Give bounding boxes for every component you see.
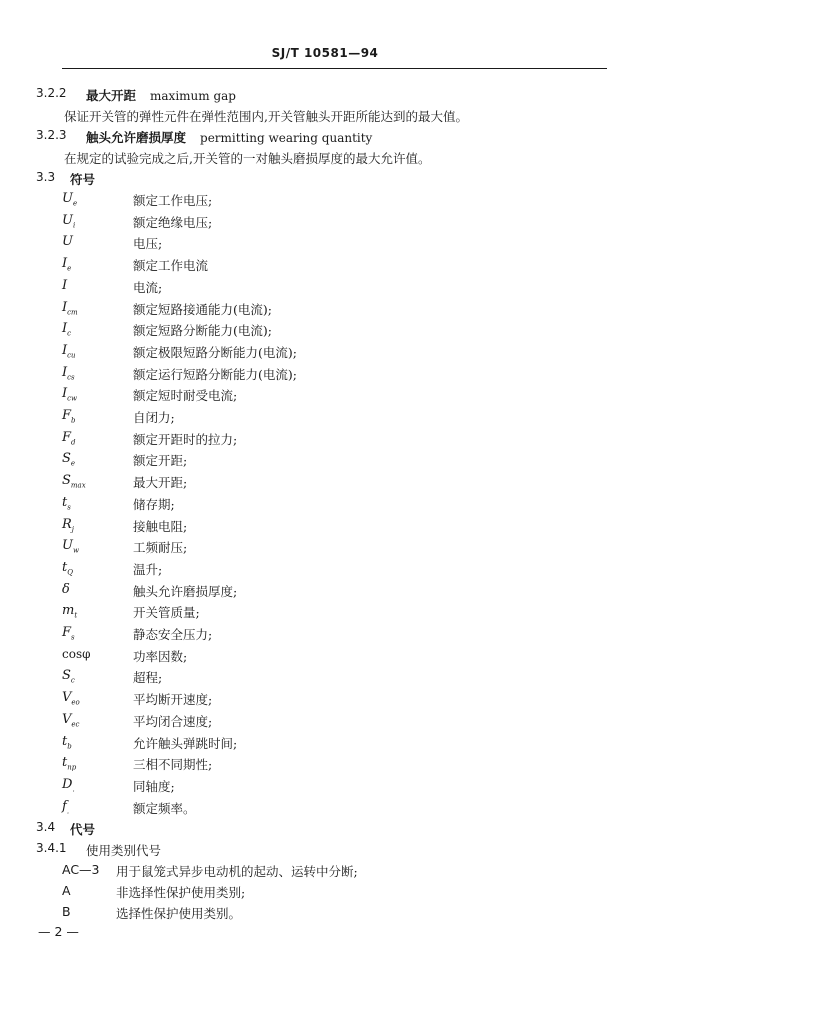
- symbol-description: 最大开距;: [133, 475, 188, 490]
- symbol: [62, 603, 77, 620]
- symbol-subscript: i: [72, 221, 76, 230]
- symbol-subscript: c: [67, 329, 72, 338]
- symbol-subscript: .: [66, 807, 70, 816]
- symbol-subscript: w: [72, 546, 79, 555]
- symbol: [62, 517, 74, 534]
- symbol-subscript: e: [72, 199, 78, 208]
- symbol-subscript: b: [67, 742, 72, 751]
- symbol-main: I: [62, 300, 68, 315]
- symbol: [62, 430, 76, 447]
- symbol: [62, 668, 75, 685]
- symbol: [62, 278, 67, 295]
- symbol-description: 额定开距时的拉力;: [133, 432, 238, 447]
- symbol-description: 触头允许磨损厚度;: [133, 584, 238, 599]
- symbol-subscript: cu: [67, 351, 76, 360]
- symbol-main: V: [62, 690, 72, 705]
- symbol: [62, 582, 70, 599]
- symbol-description: 同轴度;: [133, 779, 175, 794]
- symbol-description: 自闭力;: [133, 410, 175, 425]
- symbol-subscript: e: [67, 264, 72, 273]
- section-title-3-4-1: 使用类别代号: [86, 843, 162, 858]
- symbol-main: t: [62, 734, 68, 749]
- symbol: [62, 690, 80, 707]
- section-number-3-2-3: 3.2.3: [36, 128, 67, 142]
- code-key: AC—3: [62, 862, 100, 877]
- symbol-description: 静态安全压力;: [133, 627, 213, 642]
- section-number-3-2-2: 3.2.2: [36, 86, 67, 100]
- symbol-subscript: c: [70, 676, 75, 685]
- symbol-description: 电流;: [133, 280, 163, 295]
- symbol-main: U: [62, 191, 73, 206]
- symbol-main: δ: [62, 582, 70, 597]
- symbol: [62, 712, 79, 729]
- symbol-subscript: cm: [67, 308, 78, 317]
- symbol: [62, 799, 69, 816]
- symbol-subscript: s: [71, 633, 75, 642]
- symbol-main: f: [62, 799, 67, 814]
- standard-code: SJ/T 10581—94: [271, 46, 379, 60]
- symbol-description: 额定绝缘电压;: [133, 215, 213, 230]
- symbol-main: cosφ: [62, 647, 91, 661]
- symbol: [62, 647, 91, 664]
- symbol-subscript: max: [70, 481, 86, 490]
- section-title-zh: 最大开距: [86, 88, 137, 103]
- symbol: [62, 213, 75, 230]
- symbol-main: F: [62, 408, 72, 423]
- symbol-main: U: [62, 234, 73, 249]
- symbol-main: I: [62, 343, 68, 358]
- symbol-main: U: [62, 538, 73, 553]
- symbol-subscript: cs: [67, 373, 75, 382]
- symbol-description: 额定短时耐受电流;: [133, 388, 238, 403]
- symbol-main: F: [62, 430, 72, 445]
- symbol-description: 额定极限短路分断能力(电流);: [133, 345, 297, 360]
- symbol-description: 电压;: [133, 236, 163, 251]
- symbol-main: U: [62, 213, 73, 228]
- symbol-description: 超程;: [133, 670, 163, 685]
- symbol-subscript: j: [71, 525, 74, 534]
- symbol-subscript: b: [71, 416, 76, 425]
- section-title-en: permitting wearing quantity: [200, 131, 373, 145]
- symbol-main: t: [62, 560, 68, 575]
- section-number-3-4-1: 3.4.1: [36, 841, 67, 855]
- symbol-main: t: [62, 495, 68, 510]
- section-title-3-4: 代号: [70, 822, 96, 837]
- symbol-description: 平均闭合速度;: [133, 714, 213, 729]
- symbol: [62, 473, 86, 490]
- symbol-main: I: [62, 278, 68, 293]
- symbol-subscript: np: [67, 763, 77, 772]
- section-number-3-3: 3.3: [36, 170, 56, 184]
- code-key: B: [62, 904, 71, 919]
- symbol: [62, 451, 75, 468]
- symbol-description: 开关管质量;: [133, 605, 200, 620]
- symbol-description: 额定短路分断能力(电流);: [133, 323, 272, 338]
- section-text-3-2-3: 在规定的试验完成之后,开关管的一对触头磨损厚度的最大允许值。: [64, 151, 431, 166]
- symbol: [62, 300, 78, 317]
- section-number-3-4: 3.4: [36, 820, 56, 834]
- page-number: — 2 —: [38, 924, 79, 939]
- symbol-subscript: .: [72, 785, 75, 794]
- symbol: [62, 625, 75, 642]
- symbol-subscript: eo: [71, 698, 80, 707]
- symbol-main: t: [62, 755, 68, 770]
- symbol-description: 额定工作电压;: [133, 193, 213, 208]
- symbol: [62, 365, 75, 382]
- symbol-main: I: [62, 321, 68, 336]
- symbol: [62, 343, 76, 360]
- code-desc: 选择性保护使用类别。: [116, 906, 242, 921]
- symbol: [62, 560, 73, 577]
- code-desc: 用于鼠笼式异步电动机的起动、运转中分断;: [116, 864, 358, 879]
- header-rule: [62, 68, 607, 69]
- symbol: [62, 495, 71, 512]
- symbol-description: 额定短路接通能力(电流);: [133, 302, 272, 317]
- symbol-main: m: [62, 603, 75, 618]
- symbol-subscript: t: [74, 611, 78, 620]
- symbol-main: S: [62, 668, 71, 683]
- symbol: [62, 234, 73, 251]
- symbol-description: 允许触头弹跳时间;: [133, 736, 238, 751]
- symbol-description: 功率因数;: [133, 649, 188, 664]
- symbol-main: S: [62, 473, 71, 488]
- symbol-subscript: cw: [67, 394, 78, 403]
- section-title-zh: 触头允许磨损厚度: [86, 130, 187, 145]
- code-key: A: [62, 883, 71, 898]
- section-title-3-2-3: [86, 128, 372, 146]
- symbol: [62, 386, 77, 403]
- symbol: [62, 538, 79, 555]
- symbol-main: D: [62, 777, 73, 792]
- symbol-main: V: [62, 712, 72, 727]
- symbol-description: 工频耐压;: [133, 540, 188, 555]
- symbol-subscript: s: [67, 503, 71, 512]
- symbol-main: I: [62, 256, 68, 271]
- symbol-main: R: [62, 517, 72, 532]
- section-title-en: maximum gap: [150, 89, 236, 103]
- symbol: [62, 191, 77, 208]
- symbol-subscript: d: [71, 438, 76, 447]
- symbol-description: 平均断开速度;: [133, 692, 213, 707]
- symbol-subscript: Q: [67, 568, 73, 577]
- symbol: [62, 755, 76, 772]
- symbol-description: 接触电阻;: [133, 519, 188, 534]
- symbol-subscript: ec: [71, 720, 80, 729]
- symbol-description: 额定开距;: [133, 453, 188, 468]
- section-title-3-2-2: [86, 86, 236, 104]
- symbol-description: 额定运行短路分断能力(电流);: [133, 367, 297, 382]
- symbol-main: F: [62, 625, 72, 640]
- symbol: [62, 777, 75, 794]
- symbol-description: 储存期;: [133, 497, 175, 512]
- section-title-3-3: 符号: [70, 172, 96, 187]
- symbol-description: 三相不同期性;: [133, 757, 213, 772]
- symbol-description: 温升;: [133, 562, 163, 577]
- symbol: [62, 321, 71, 338]
- code-desc: 非选择性保护使用类别;: [116, 885, 246, 900]
- section-text-3-2-2: 保证开关管的弹性元件在弹性范围内,开关管触头开距所能达到的最大值。: [64, 109, 468, 124]
- symbol-main: S: [62, 451, 71, 466]
- symbol-subscript: e: [70, 459, 76, 468]
- symbol-main: I: [62, 365, 68, 380]
- symbol: [62, 734, 72, 751]
- symbol-description: 额定频率。: [133, 801, 196, 816]
- symbol: [62, 256, 71, 273]
- symbol: [62, 408, 76, 425]
- symbol-description: 额定工作电流: [133, 258, 209, 273]
- symbol-main: I: [62, 386, 68, 401]
